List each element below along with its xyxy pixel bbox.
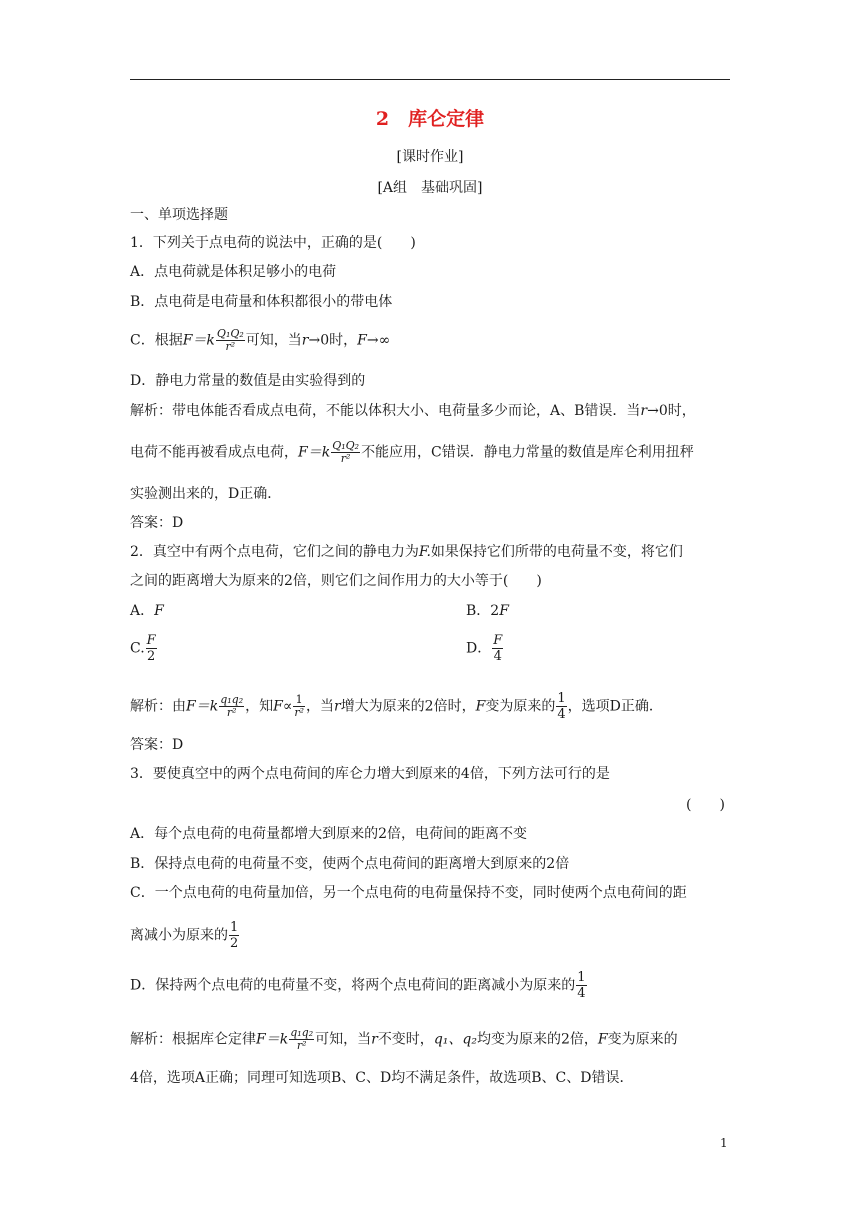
q1-answer: 答案：D: [130, 515, 184, 531]
section-heading: 一、单项选择题: [130, 207, 228, 223]
q1-analysis-line2: 电荷不能再被看成点电荷，F＝k $\frac{\text{Q₁Q₂}}{\text{r²}}$ 不能应用，C错误．静电力常量的数值是库仑利用扭秤: [130, 439, 694, 465]
q2-option-d: D． $\frac{F}{4}$: [466, 633, 503, 664]
fraction: $\frac{1}{\text{r²}}$: [294, 693, 304, 719]
q3-analysis-line2: 4倍，选项A正确；同理可知选项B、C、D均不满足条件，故选项B、C、D错误．: [130, 1070, 634, 1086]
q3-option-d: D．保持两个点电荷的电荷量不变，将两个点电荷间的距离减小为原来的 $\frac{1}{4}$: [130, 970, 586, 1001]
page-title: 2 库仑定律: [375, 108, 485, 130]
q1-option-a: A．点电荷就是体积足够小的电荷: [130, 264, 337, 280]
subtitle: [课时作业]: [396, 149, 464, 165]
q1-analysis-line3: 实验测出来的，D正确．: [130, 486, 282, 502]
fraction: $\frac{1}{2}$: [230, 920, 239, 951]
q3-option-b: B．保持点电荷的电荷量不变，使两个点电荷间的距离增大到原来的2倍: [130, 856, 570, 872]
q3-analysis-line1: 解析：根据库仑定律F＝k $\frac{\text{q₁q₂}}{\text{r²}}$ 可知，当r不变时，q₁、q₂均变为原来的2倍，F变为原来的: [130, 1026, 678, 1052]
q2-stem-line1: 2．真空中有两个点电荷，它们之间的静电力为F.如果保持它们所带的电荷量不变，将它们: [130, 544, 683, 560]
q3-option-c-line2: 离减小为原来的 $\frac{1}{2}$: [130, 920, 239, 951]
q3-option-c-line1: C．一个点电荷的电荷量加倍，另一个点电荷的电荷量保持不变，同时使两个点电荷间的距: [130, 885, 687, 901]
top-rule: [130, 79, 730, 80]
q3-option-a: A．每个点电荷的电荷量都增大到原来的2倍，电荷间的距离不变: [130, 826, 528, 842]
q2-option-b: B．2F: [466, 603, 509, 619]
q3-stem-line2: ( ): [686, 797, 725, 813]
fraction: $\frac{1}{4}$: [577, 970, 586, 1001]
q1-option-d: D．静电力常量的数值是由实验得到的: [130, 373, 366, 389]
q1-option-b: B．点电荷是电荷量和体积都很小的带电体: [130, 294, 393, 310]
q1-c-pre: C．根据: [130, 332, 183, 349]
q1-option-c: C．根据F＝k $\frac{\text{Q₁Q₂}}{\text{r²}}$ 可知，当r→0时，F→∞: [130, 327, 391, 353]
q2-option-a: A．F: [130, 603, 164, 619]
page-number: 1: [720, 1136, 728, 1150]
fraction: $\frac{\text{q₁q₂}}{\text{r²}}$: [220, 693, 244, 719]
fraction: $\frac{1}{4}$: [557, 691, 566, 722]
fraction: $\frac{\text{q₁q₂}}{\text{r²}}$: [290, 1026, 314, 1052]
q1-c-mid: 可知，当: [245, 332, 302, 349]
group-label: [A组 基础巩固]: [377, 180, 483, 196]
q2-option-c: C. $\frac{F}{2}$: [130, 633, 156, 664]
fraction: $\frac{\text{Q₁Q₂}}{\text{r²}}$: [216, 327, 244, 353]
q2-stem-line2: 之间的距离增大为原来的2倍，则它们之间作用力的大小等于( ): [130, 573, 542, 589]
fraction: $\frac{F}{4}$: [493, 633, 503, 664]
q3-stem-line1: 3．要使真空中的两个点电荷间的库仑力增大到原来的4倍，下列方法可行的是: [130, 766, 610, 782]
formula-lhs: F＝k: [182, 332, 215, 349]
q2-analysis: 解析：由F＝k $\frac{\text{q₁q₂}}{\text{r²}}$ ，知F∝ $\frac{1}{\text{r²}}$ ，当r增大为原来的2倍时，F变为原来的 $\frac{1}{4}$ ，选项D正确．: [130, 691, 663, 722]
fraction: $\frac{F}{2}$: [146, 633, 156, 664]
q2-answer: 答案：D: [130, 737, 184, 753]
fraction: $\frac{\text{Q₁Q₂}}{\text{r²}}$: [332, 439, 360, 465]
q1-analysis-line1: 解析：带电体能否看成点电荷，不能以体积大小、电荷量多少而论，A、B错误．当r→0时，: [130, 403, 696, 419]
q1-stem: 1．下列关于点电荷的说法中，正确的是( ): [130, 235, 416, 251]
